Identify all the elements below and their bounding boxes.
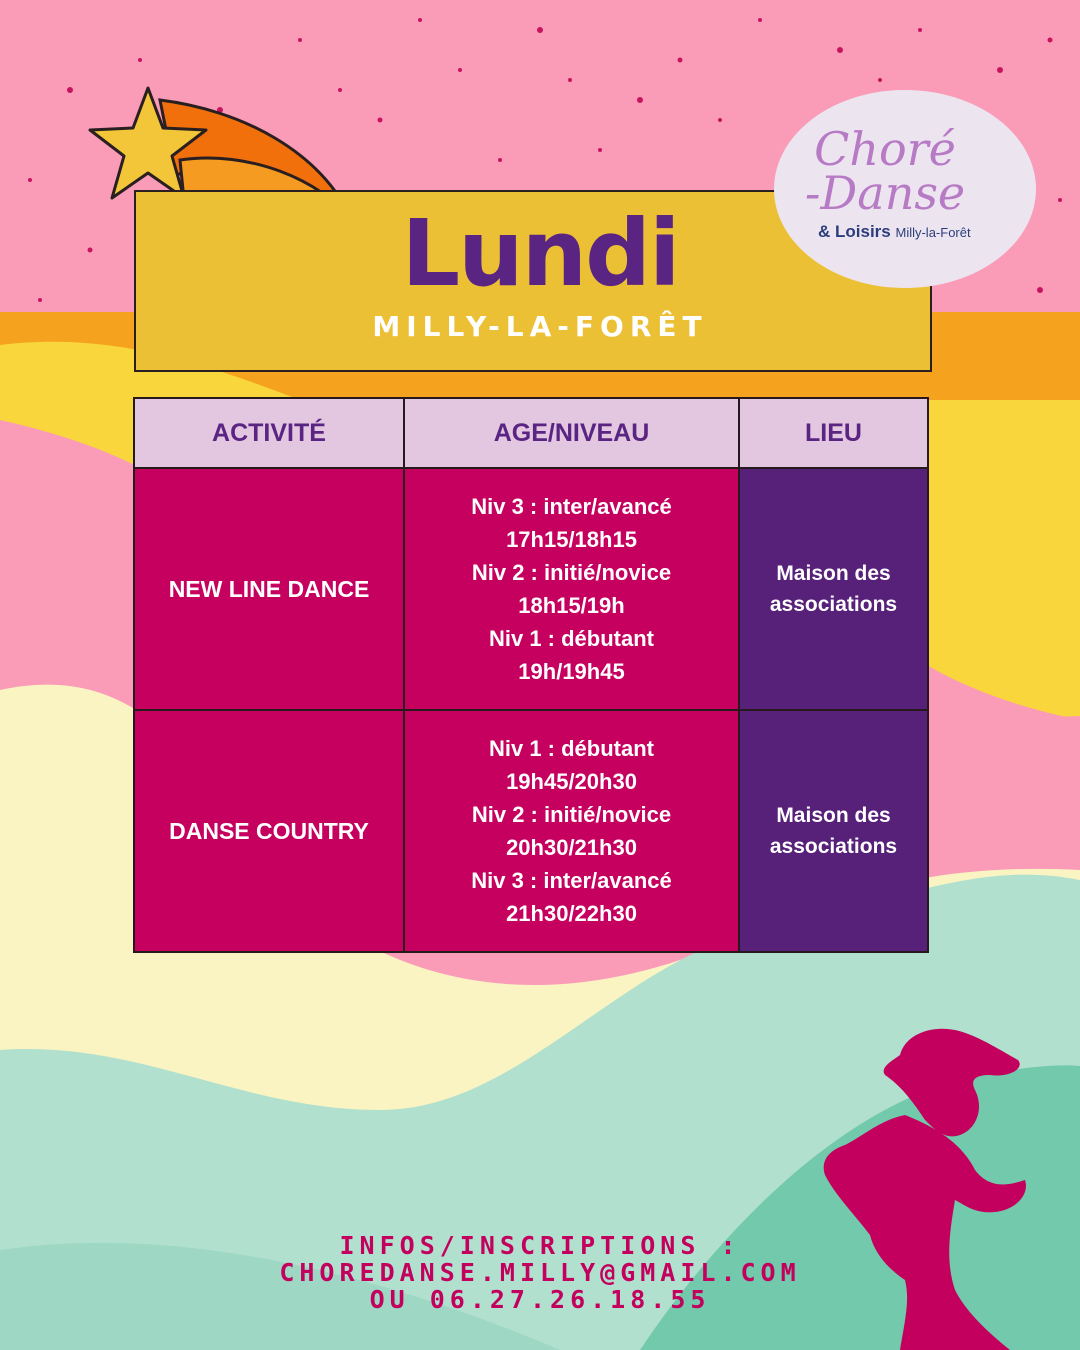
level-line: 17h15/18h15 xyxy=(506,527,637,552)
place-line: Maison des xyxy=(776,804,891,827)
levels-cell xyxy=(404,710,739,952)
logo-line1: Choré xyxy=(814,122,956,176)
logo-subtitle xyxy=(818,222,971,242)
activity-cell: NEW LINE DANCE xyxy=(134,468,404,710)
table-header-row xyxy=(134,398,928,468)
footer-phone[interactable]: OU 06.27.26.18.55 xyxy=(369,1285,711,1314)
level-line: 19h/19h45 xyxy=(518,659,625,684)
page-title: Lundi xyxy=(401,200,679,307)
footer-line1: INFOS/INSCRIPTIONS : xyxy=(339,1231,741,1260)
table-row xyxy=(134,468,928,710)
town-subtitle: MILLY-LA-FORÊT xyxy=(372,310,708,343)
level-line: Niv 1 : débutant xyxy=(488,736,654,761)
place-line: Maison des xyxy=(776,562,891,585)
place-line: associations xyxy=(769,593,898,616)
place-cell xyxy=(739,468,928,710)
level-line: Niv 2 : initié/novice xyxy=(471,802,672,827)
levels-cell xyxy=(404,468,739,710)
contact-footer xyxy=(0,1232,1080,1313)
place-line: associations xyxy=(769,835,898,858)
logo-line2: -Danse xyxy=(804,165,966,220)
level-line: Niv 2 : initié/novice xyxy=(471,560,672,585)
table-row xyxy=(134,710,928,952)
header-activite: ACTIVITÉ xyxy=(134,398,404,468)
level-line: Niv 3 : inter/avancé xyxy=(471,494,672,519)
footer-email[interactable]: CHOREDANSE.MILLY@GMAIL.COM xyxy=(279,1258,801,1287)
level-line: Niv 3 : inter/avancé xyxy=(471,868,672,893)
logo-sub-town: Milly-la-Forêt xyxy=(895,225,971,240)
level-line: Niv 1 : débutant xyxy=(488,626,654,651)
level-line: 20h30/21h30 xyxy=(506,835,637,860)
level-line: 19h45/20h30 xyxy=(506,769,637,794)
header-age-niveau: AGE/NIVEAU xyxy=(404,398,739,468)
logo-sub-main: & Loisirs xyxy=(818,222,891,241)
place-cell xyxy=(739,710,928,952)
level-line: 18h15/19h xyxy=(518,593,625,618)
header-lieu: LIEU xyxy=(739,398,928,468)
schedule-table xyxy=(133,397,929,953)
level-line: 21h30/22h30 xyxy=(506,901,637,926)
activity-cell: DANSE COUNTRY xyxy=(134,710,404,952)
logo-script xyxy=(800,122,970,220)
